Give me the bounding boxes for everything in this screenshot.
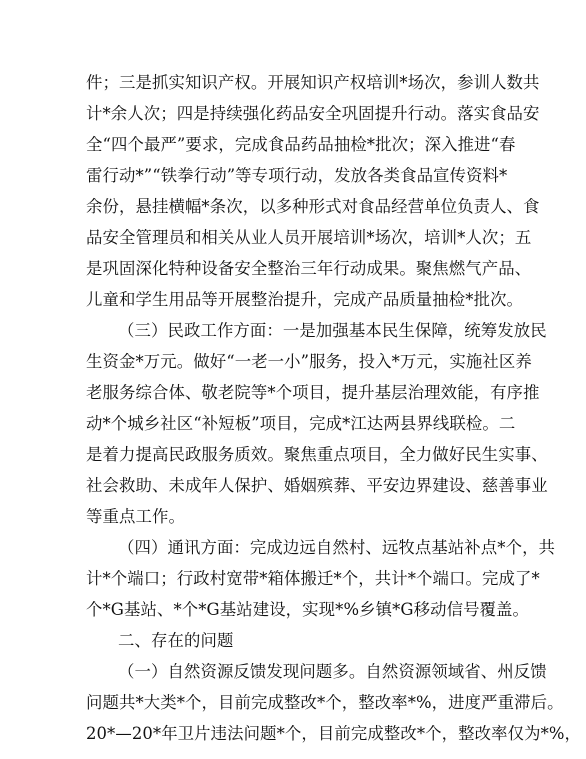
section-heading-problems: 二、存在的问题 [118,631,234,650]
text-line: 余份，悬挂横幅*条次，以多种形式对食品经营单位负责人、食 [86,197,540,216]
paragraph-heading-natural-resources: （一）自然资源反馈发现问题多。自然资源领域省、州反馈 [118,662,547,681]
text-line: 雷行动*”“铁拳行动”等专项行动，发放各类食品宣传资料* [86,166,508,185]
text-line: 动*个城乡社区“补短板”项目，完成*江达两县界线联检。二 [86,414,516,433]
paragraph-heading-telecom: （四）通讯方面：完成边远自然村、远牧点基站补点*个，共 [118,538,556,557]
text-line: 等重点工作。 [86,507,185,526]
text-line: 个*G基站、*个*G基站建设，实现*%乡镇*G移动信号覆盖。 [86,600,530,619]
text-line: 件；三是抓实知识产权。开展知识产权培训*场次，参训人数共 [86,73,540,92]
text-line: 是巩固深化特种设备安全整治三年行动成果。聚焦燃气产品、 [86,259,532,278]
text-line: 儿童和学生用品等开展整治提升，完成产品质量抽检*批次。 [86,290,524,309]
text-line: 计*余人次；四是持续强化药品安全巩固提升行动。落实食品安 [86,104,540,123]
text-line: 全“四个最严”要求，完成食品药品抽检*批次；深入推进“春 [86,135,516,154]
paragraph-heading-civil-affairs: （三）民政工作方面：一是加强基本民生保障，统筹发放民 [118,321,547,340]
text-line: 20*—20*年卫片违法问题*个，目前完成整改*个，整改率仅为*%， [86,724,582,743]
text-line: 是着力提高民政服务质效。聚焦重点项目，全力做好民生实事、 [86,445,548,464]
text-line: 老服务综合体、敬老院等*个项目，提升基层治理效能，有序推 [86,383,540,402]
text-line: 计*个端口；行政村宽带*箱体搬迁*个，共计*个端口。完成了* [86,569,540,588]
text-line: 社会救助、未成年人保护、婚姻殡葬、平安边界建设、慈善事业 [86,476,548,495]
text-line: 品安全管理员和相关从业人员开展培训*场次，培训*人次；五 [86,228,532,247]
text-line: 问题共*大类*个，目前完成整改*个，整改率*%，进度严重滞后。 [86,693,564,712]
text-line: 生资金*万元。做好“一老一小”服务，投入*万元，实施社区养 [86,352,532,371]
